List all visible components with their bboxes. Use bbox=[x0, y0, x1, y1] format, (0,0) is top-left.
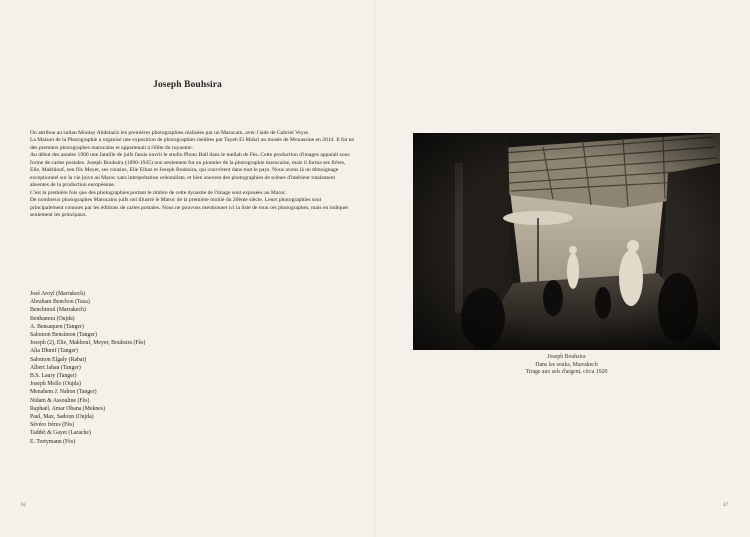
body-text bbox=[30, 130, 355, 219]
list-item: Benchimol (Marrakech) bbox=[30, 307, 86, 314]
list-item: A. Bensaquen (Tanger) bbox=[30, 323, 84, 330]
souk-photograph bbox=[413, 133, 720, 350]
list-item: Paul, Max, Sadoun (Oujda) bbox=[30, 414, 94, 421]
list-item: Joseph (2), Elie, Makhouf, Meyer, Bouhsira (Fès) bbox=[30, 340, 146, 347]
page-number-left: 62 bbox=[21, 503, 26, 508]
paragraph: La Maison de la Photographie a organisé une exposition de photographies inédites par Tayeb El Mokri au musée de Mouassine en 2014. Il fut un des premiers photographes marocains et appartenait à l'élite du royaume. bbox=[30, 137, 355, 151]
photograph-illustration bbox=[413, 133, 720, 350]
paragraph: C'est la première fois que des photographies portant le timbre de cette dynastie de l'image sont exposées au Maroc. bbox=[30, 189, 287, 196]
list-item: Raphaël, Amar Obana (Meknes) bbox=[30, 405, 106, 412]
list-item: Abraham Benchou (Taza) bbox=[30, 299, 90, 306]
list-item: Menahem J. Nahon (Tanger) bbox=[30, 389, 97, 396]
list-item: Salomon Elgaly (Rabat) bbox=[30, 356, 87, 363]
page-title: Joseph Bouhsira bbox=[153, 80, 222, 90]
paragraph: Au début des années 1900 une famille de juifs fassis ouvrit le studio Photo Hall dans le mellah de Fès. Cette production d'images apparaît sous forme de cartes postales. Joseph Bouhsira (1890-1945) non seulement fut un pionnier de la photographie marocaine, mais il forma ses frères, Elie, Makhlouf, son fils Meyer, ses cousins, Elie Elbaz et Joseph Bouhsira, qui couvrirent dans tout le pays. Nous avons là un témoignage exceptionnel sur la vie juive au Maroc sans interprétation orientaliste, et bien souvent des photographies de scènes d'intérieur totalement absentes de la production européenne. bbox=[30, 152, 350, 189]
list-item: Albert Jahan (Tanger) bbox=[30, 364, 81, 371]
page-number-right: 47 bbox=[723, 503, 728, 508]
list-item: José Aroyl (Marrakech) bbox=[30, 291, 86, 297]
photographer-list bbox=[30, 290, 230, 446]
list-item: Benhamou (Oujda) bbox=[30, 315, 75, 322]
paragraph: De nombreux photographes Marocains juifs ont illustré le Maroc de la première moitié du 20ème siècle. Leurs photographies sont principalement connues par les éditions de cartes postales. Nous ne pouvons mentionner ici la liste de tous ces photographes, mais en indiquer seulement les principaux. bbox=[30, 197, 349, 218]
list-item: Joseph Mollo (Oujda) bbox=[30, 381, 81, 388]
caption-line: Tirage aux sels d'argent, circa 1920 bbox=[525, 369, 608, 376]
list-item: Taddéi & Gayet (Larache) bbox=[30, 430, 91, 437]
photo-caption bbox=[413, 354, 720, 377]
list-item: Alia Dhmif (Tanger) bbox=[30, 348, 78, 355]
caption-line: Dans les souks, Marrakech bbox=[535, 361, 598, 368]
list-item: Salomon Bensimon (Tanger) bbox=[30, 332, 97, 339]
caption-line: Joseph Bouhsira bbox=[547, 354, 586, 360]
list-item: E. Tortymann (Fès) bbox=[30, 438, 76, 445]
list-item: B.S. Laury (Tanger) bbox=[30, 373, 77, 380]
list-item: Sévéro frères (Fès) bbox=[30, 422, 75, 429]
paragraph: On attribue au sultan Moulay Abdelaziz les premières photographies réalisées par un Marocain, avec l'aide de Gabriel Veyre. bbox=[30, 130, 310, 136]
list-item: Nidam & Assouline (Fès) bbox=[30, 397, 90, 404]
